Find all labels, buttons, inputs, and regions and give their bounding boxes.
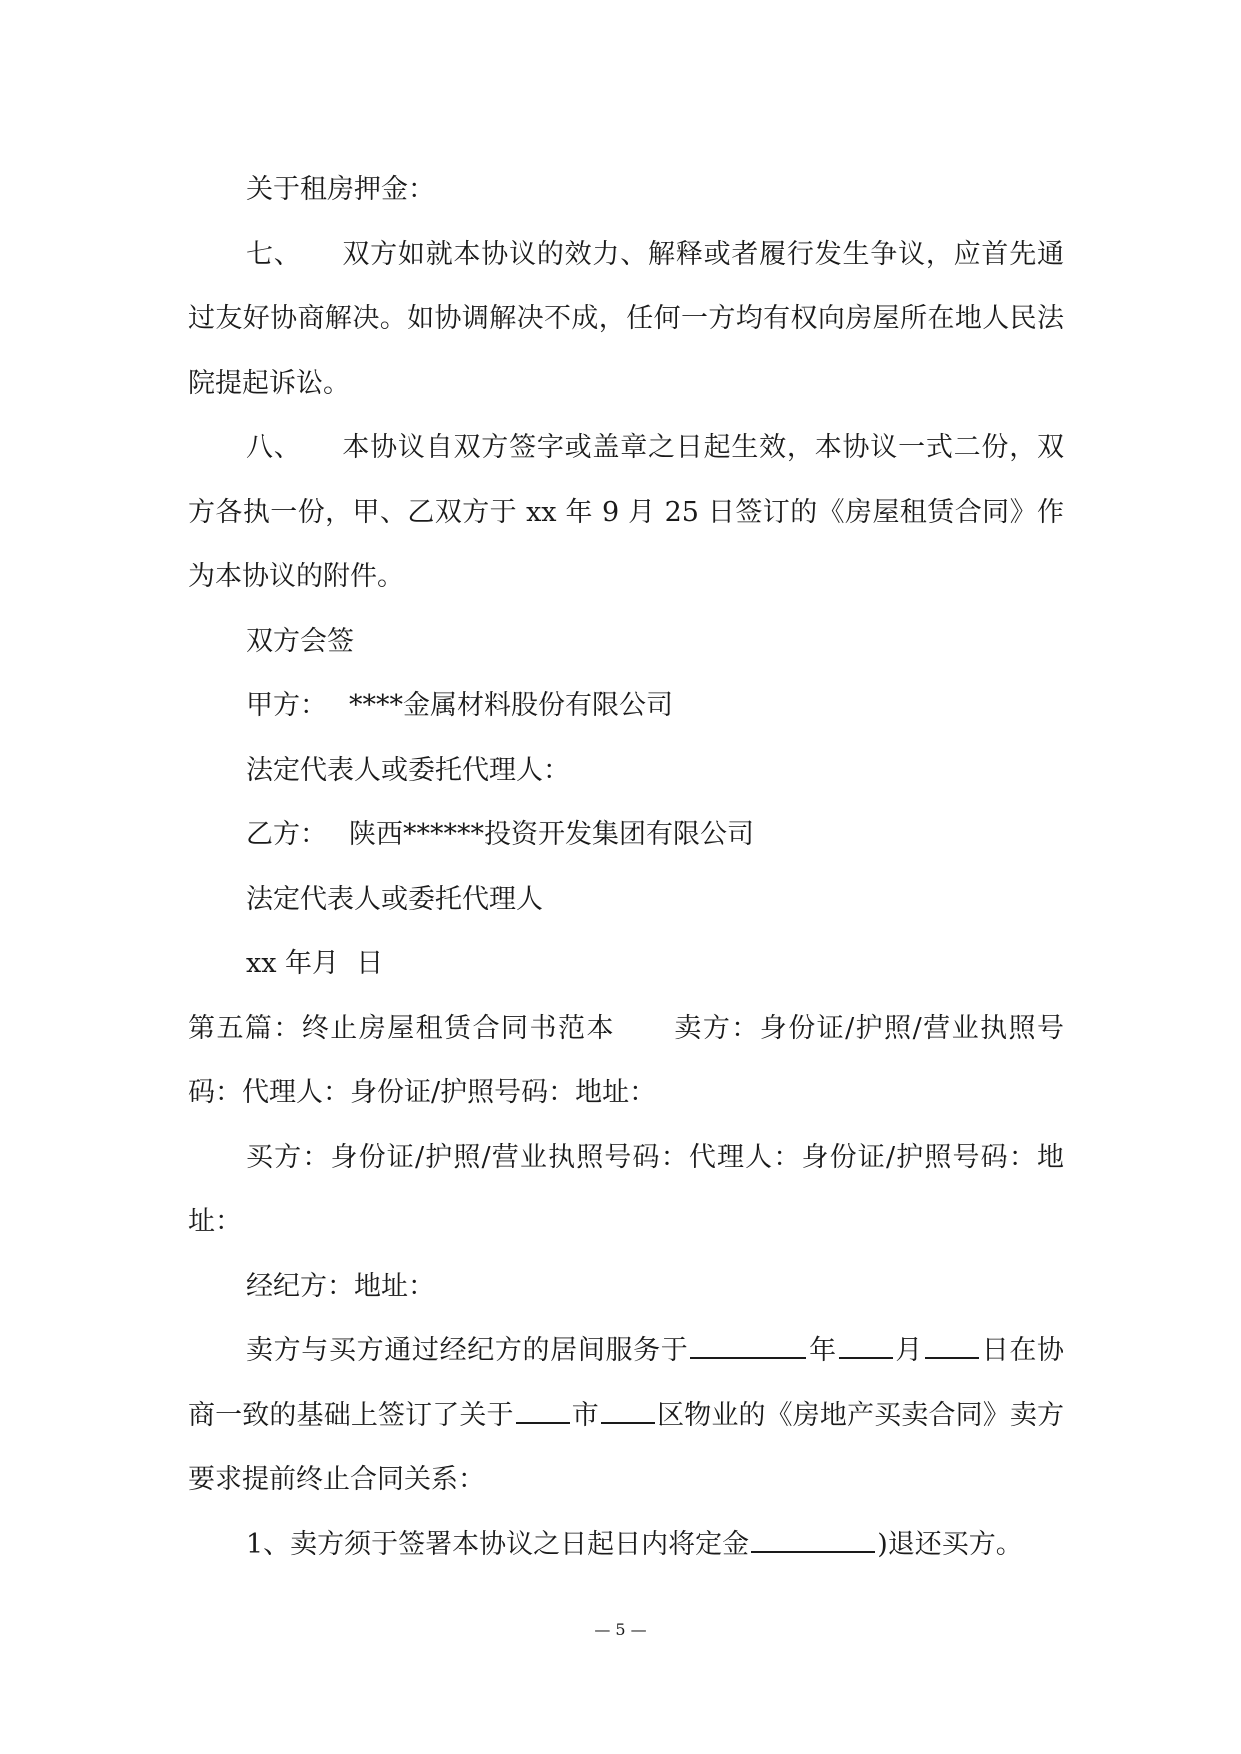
paragraph-contract-background bbox=[188, 1319, 1064, 1513]
clause-number: 八、 bbox=[246, 432, 302, 463]
paragraph-deposit-heading bbox=[188, 158, 1064, 223]
blank-month-field[interactable] bbox=[839, 1331, 893, 1359]
text: 年 bbox=[808, 1335, 837, 1366]
paragraph-party-a-representative bbox=[188, 739, 1064, 804]
paragraph-party-b bbox=[188, 803, 1064, 868]
paragraph-agent-info bbox=[188, 1255, 1064, 1320]
paragraph-buyer-info bbox=[188, 1126, 1064, 1255]
party-label: 甲方： bbox=[246, 690, 327, 721]
blank-deposit-field[interactable] bbox=[751, 1525, 875, 1553]
blank-district-field[interactable] bbox=[601, 1396, 655, 1424]
text: 市 bbox=[571, 1399, 599, 1431]
party-name: ****金属材料股份有限公司 bbox=[349, 690, 673, 721]
text: 月 bbox=[894, 1335, 924, 1366]
text: 法定代表人或委托代理人 bbox=[246, 883, 543, 915]
text: 法定代表人或委托代理人： bbox=[246, 754, 570, 786]
paragraph-section-5-title bbox=[188, 997, 1064, 1126]
blank-year-field[interactable] bbox=[690, 1331, 806, 1359]
paragraph-item-1 bbox=[188, 1513, 1064, 1578]
document-body bbox=[188, 158, 1064, 1577]
clause-number: 七、 bbox=[246, 238, 302, 270]
text: )退还买方。 bbox=[877, 1528, 1023, 1560]
text: 卖方与买方通过经纪方的居间服务于 bbox=[246, 1335, 689, 1366]
blank-city-field[interactable] bbox=[516, 1396, 570, 1424]
party-label: 乙方： bbox=[246, 819, 327, 850]
section-title: 第五篇：终止房屋租赁合同书范本 bbox=[188, 1012, 615, 1044]
paragraph-party-b-representative bbox=[188, 868, 1064, 933]
text: 1、卖方须于签署本协议之日起日内将定金 bbox=[246, 1528, 750, 1560]
clause-text: 本协议自双方签字或盖章之日起生效，本协议一式二份，双方各执一份，甲、乙双方于 xx 年 9 月 25 日签订的《房屋租赁合同》作为本协议的附件。 bbox=[188, 432, 1065, 592]
text: 关于租房押金： bbox=[246, 174, 435, 205]
blank-day-field[interactable] bbox=[925, 1331, 979, 1359]
text: 日在协商一致的基础上签订了关于 bbox=[188, 1335, 1065, 1431]
text: 买方：身份证/护照/营业执照号码：代理人：身份证/护照号码：地址： bbox=[188, 1141, 1064, 1237]
paragraph-clause-7 bbox=[188, 223, 1064, 417]
text: 区物业的《房地产买卖合同》卖方要求提前终止合同关系： bbox=[188, 1399, 1065, 1495]
paragraph-party-a bbox=[188, 674, 1064, 739]
text: xx 年月 日 bbox=[246, 948, 384, 979]
text: 经纪方：地址： bbox=[246, 1270, 435, 1302]
text: 双方会签 bbox=[246, 625, 354, 657]
clause-text: 双方如就本协议的效力、解释或者履行发生争议，应首先通过友好协商解决。如协调解决不成，任何一方均有权向房屋所在地人民法院提起诉讼。 bbox=[188, 238, 1065, 399]
page-number: — 5 — bbox=[594, 1620, 647, 1639]
paragraph-clause-8 bbox=[188, 416, 1064, 610]
party-name: 陕西******投资开发集团有限公司 bbox=[349, 819, 754, 850]
seller-info: 卖方：身份证/护照/营业执照号码：代理人：身份证/护照号码：地址： bbox=[188, 1012, 1064, 1108]
paragraph-countersign bbox=[188, 610, 1064, 675]
paragraph-date bbox=[188, 932, 1064, 997]
